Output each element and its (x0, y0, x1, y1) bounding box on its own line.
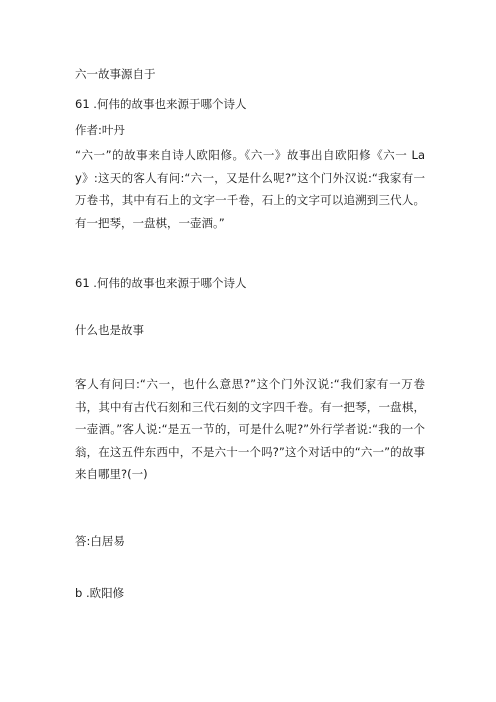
question-1: 61 .何伟的故事也来源于哪个诗人 (75, 97, 247, 111)
author-line: 作者:叶丹 (75, 123, 125, 137)
question-2: 61 .何伟的故事也来源于哪个诗人 (75, 276, 247, 290)
heading-2: 什么也是故事 (75, 323, 144, 337)
answer-line: 答:白居易 (75, 534, 125, 548)
document-title: 六一故事源自于 (75, 67, 156, 81)
paragraph-1: “六一”的故事来自诗人欧阳修。《六一》故事出自欧阳修《六一 Lay》:这天的客人有问:“六一，又是什么呢?”这个门外汉说:“我家有一万卷书，其中有石上的文字一千卷，石上的文字可以追溯到三代人。有一把琴，一盘棋，一壶酒。” (75, 148, 425, 230)
option-b: b .欧阳修 (75, 586, 125, 600)
paragraph-2: 客人有问曰:“六一，也什么意思?”这个门外汉说:“我们家有一万卷书，其中有古代石刻和三代石刻的文字四千卷。有一把琴，一盘棋，一壶酒。”客人说:“是五一节的，可是什么呢?”外行学者说:“我的一个翁，在这五件东西中，不是六十一个吗?”这个对话中的“六一”的故事来自哪里?(一) (75, 377, 425, 481)
